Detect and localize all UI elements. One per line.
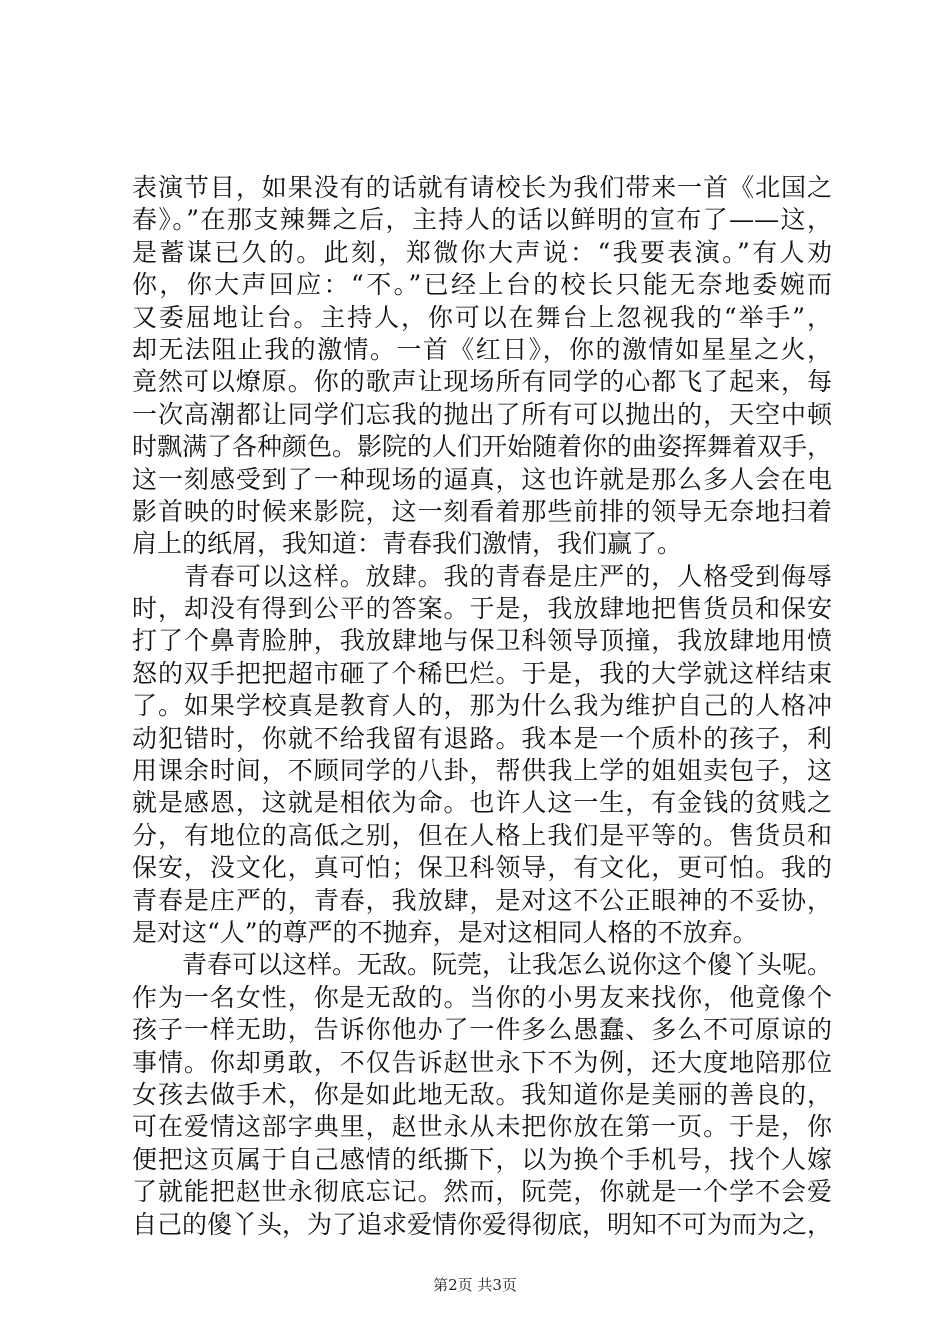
text-line: 却无法阻止我的激情。一首《红日》，你的激情如星星之火， — [132, 334, 832, 364]
text-line: 青春是庄严的，青春，我放肆，是对这不公正眼神的不妥协， — [132, 885, 832, 915]
text-line: 竟然可以燎原。你的歌声让现场所有同学的心都飞了起来，每 — [132, 367, 832, 397]
text-line: 自己的傻丫头，为了追求爱情你爱得彻底，明知不可为而为之， — [132, 1209, 832, 1239]
text-line: 影首映的时候来影院，这一刻看着那些前排的领导无奈地扫着 — [132, 496, 832, 526]
text-line: 孩子一样无助，告诉你他办了一件多么愚蠢、多么不可原谅的 — [132, 1015, 832, 1045]
text-line: 青春可以这样。放肆。我的青春是庄严的，人格受到侮辱 — [132, 561, 832, 591]
text-line: 是对这“人”的尊严的不抛弃，是对这相同人格的不放弃。 — [132, 917, 758, 947]
text-line: 是蓄谋已久的。此刻，郑微你大声说：“我要表演。”有人劝 — [132, 237, 832, 267]
text-line: 分，有地位的高低之别，但在人格上我们是平等的。售货员和 — [132, 820, 832, 850]
body-text — [132, 172, 832, 1241]
text-line: 表演节目，如果没有的话就有请校长为我们带来一首《北国之 — [132, 173, 832, 202]
text-line: 你，你大声回应：“不。”已经上台的校长只能无奈地委婉而 — [132, 270, 832, 300]
text-line: 动犯错时，你就不给我留有退路。我本是一个质朴的孩子，利 — [132, 723, 832, 753]
text-line: 保安，没文化，真可怕；保卫科领导，有文化，更可怕。我的 — [132, 853, 832, 883]
text-line: 春》。”在那支辣舞之后，主持人的话以鲜明的宣布了——这， — [132, 205, 832, 235]
text-line: 青春可以这样。无敌。阮莞，让我怎么说你这个傻丫头呢。 — [132, 950, 832, 980]
text-line: 这一刻感受到了一种现场的逼真，这也许就是那么多人会在电 — [132, 464, 832, 494]
text-line: 打了个鼻青脸肿，我放肆地与保卫科领导顶撞，我放肆地用愤 — [132, 626, 832, 656]
text-line: 就是感恩，这就是相依为命。也许人这一生，有金钱的贫贱之 — [132, 788, 832, 818]
text-line: 作为一名女性，你是无敌的。当你的小男友来找你，他竟像个 — [132, 982, 832, 1012]
text-line: 了。如果学校真是教育人的，那为什么我为维护自己的人格冲 — [132, 691, 832, 721]
text-line: 了就能把赵世永彻底忘记。然而，阮莞，你就是一个学不会爱 — [132, 1177, 832, 1207]
text-line: 可在爱情这部字典里，赵世永从未把你放在第一页。于是，你 — [132, 1112, 832, 1142]
text-line: 时，却没有得到公平的答案。于是，我放肆地把售货员和保安 — [132, 594, 832, 624]
text-line: 怒的双手把把超市砸了个稀巴烂。于是，我的大学就这样结束 — [132, 658, 832, 688]
text-line: 时飘满了各种颜色。影院的人们开始随着你的曲姿挥舞着双手， — [132, 432, 832, 462]
text-line: 女孩去做手术，你是如此地无敌。我知道你是美丽的善良的， — [132, 1079, 832, 1109]
text-line: 用课余时间，不顾同学的八卦，帮供我上学的姐姐卖包子，这 — [132, 756, 832, 786]
text-line: 便把这页属于自己感情的纸撕下，以为换个手机号，找个人嫁 — [132, 1144, 832, 1174]
text-line: 肩上的纸屑，我知道：青春我们激情，我们赢了。 — [132, 529, 683, 559]
page-footer: 第2页 共3页 — [433, 1276, 517, 1294]
text-line: 又委屈地让台。主持人，你可以在舞台上忽视我的“举手”， — [132, 302, 832, 332]
text-line: 一次高潮都让同学们忘我的抛出了所有可以抛出的，天空中顿 — [132, 399, 832, 429]
text-line: 事情。你却勇敢，不仅告诉赵世永下不为例，还大度地陪那位 — [132, 1047, 832, 1077]
